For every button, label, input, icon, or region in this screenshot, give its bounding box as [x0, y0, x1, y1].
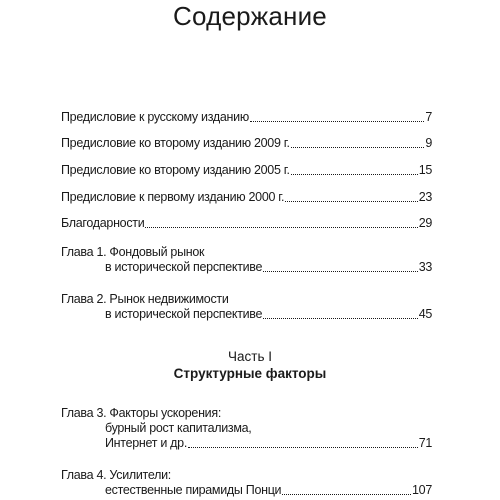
- entry-label: Предисловие ко второму изданию 2005 г.: [61, 163, 290, 177]
- page-number: 71: [418, 436, 432, 450]
- page-number: 7: [425, 110, 432, 124]
- part-number: Часть I: [228, 349, 272, 364]
- entry-label-continued: в исторической перспективе: [105, 307, 263, 321]
- dot-leader: [282, 493, 411, 495]
- entry-label: Предисловие к первому изданию 2000 г.: [61, 190, 285, 204]
- page-number: 45: [418, 307, 432, 321]
- dot-leader: [250, 120, 424, 122]
- entry-label-continued: бурный рост капитализма,: [105, 421, 252, 435]
- page-number: 33: [418, 260, 432, 274]
- toc-entry-chapter-1[interactable]: [61, 245, 432, 275]
- dot-leader: [145, 226, 417, 228]
- page-number: 23: [418, 190, 432, 204]
- toc-entry-chapter-4[interactable]: [61, 468, 432, 498]
- entry-label: Глава 3. Факторы ускорения:: [61, 406, 221, 420]
- entry-label: Предисловие ко второму изданию 2009 г.: [61, 136, 290, 150]
- page-title: Содержание: [173, 1, 327, 31]
- page-number: 107: [412, 483, 432, 497]
- toc-entry-preface-2000[interactable]: [61, 190, 432, 205]
- entry-label: Глава 1. Фондовый рынок: [61, 245, 205, 259]
- dot-leader: [263, 270, 418, 272]
- part-title: Структурные факторы: [173, 366, 327, 381]
- entry-label-continued: естественные пирамиды Понци: [105, 483, 282, 497]
- entry-label: Предисловие к русскому изданию: [61, 110, 249, 124]
- entry-label-continued: в исторической перспективе: [105, 260, 263, 274]
- dot-leader: [291, 173, 418, 175]
- toc-entry-preface-2009[interactable]: [61, 136, 432, 151]
- entry-label-continued: Интернет и др.: [105, 436, 187, 450]
- part-heading: [0, 348, 500, 382]
- toc-entry-chapter-3[interactable]: [61, 406, 432, 451]
- dot-leader: [291, 146, 425, 148]
- dot-leader: [188, 446, 418, 448]
- dot-leader: [285, 200, 417, 202]
- entry-label: Глава 4. Усилители:: [61, 468, 171, 482]
- dot-leader: [263, 317, 418, 319]
- page-number: 29: [418, 216, 432, 230]
- toc-entry-acknowledgements[interactable]: [61, 216, 432, 231]
- toc-entry-preface-russian[interactable]: [61, 110, 432, 125]
- page-number: 15: [418, 163, 432, 177]
- page-number: 9: [425, 136, 432, 150]
- entry-label: Благодарности: [61, 216, 145, 230]
- toc-entry-chapter-2[interactable]: [61, 292, 432, 322]
- toc-entry-preface-2005[interactable]: [61, 163, 432, 178]
- entry-label: Глава 2. Рынок недвижимости: [61, 292, 229, 306]
